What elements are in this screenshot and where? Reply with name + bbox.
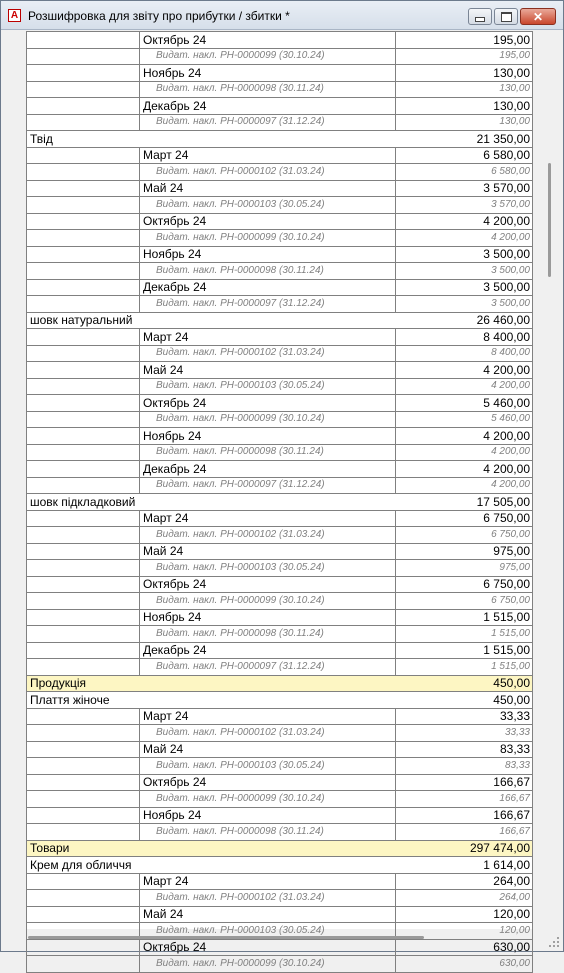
amount-cell: 83,33 xyxy=(396,741,533,758)
indent-cell xyxy=(27,395,140,412)
amount-cell: 450,00 xyxy=(396,692,533,709)
document-label: Видат. накл. РН-0000099 (30.10.24) xyxy=(140,593,396,610)
amount-cell: 6 750,00 xyxy=(396,510,533,527)
document-row[interactable] xyxy=(27,626,533,643)
amount-cell: 1 515,00 xyxy=(396,626,533,643)
close-icon: ✕ xyxy=(532,9,544,24)
item-label: Крем для обличчя xyxy=(27,857,396,874)
amount-cell: 8 400,00 xyxy=(396,329,533,346)
document-label: Видат. накл. РН-0000098 (30.11.24) xyxy=(140,626,396,643)
period-label: Декабрь 24 xyxy=(140,98,396,115)
amount-cell: 83,33 xyxy=(396,758,533,775)
indent-cell xyxy=(27,428,140,445)
document-row[interactable] xyxy=(27,758,533,775)
amount-cell: 4 200,00 xyxy=(396,230,533,247)
document-label: Видат. накл. РН-0000102 (31.03.24) xyxy=(140,725,396,742)
month-row[interactable] xyxy=(27,65,533,82)
period-label: Октябрь 24 xyxy=(140,576,396,593)
amount-cell: 195,00 xyxy=(396,48,533,65)
document-label: Видат. накл. РН-0000098 (30.11.24) xyxy=(140,824,396,841)
item-label: шовк натуральний xyxy=(27,312,396,329)
amount-cell: 3 500,00 xyxy=(396,263,533,280)
period-label: Октябрь 24 xyxy=(140,395,396,412)
document-label: Видат. накл. РН-0000099 (30.10.24) xyxy=(140,230,396,247)
period-label: Октябрь 24 xyxy=(140,939,396,956)
document-label: Видат. накл. РН-0000099 (30.10.24) xyxy=(140,48,396,65)
minimize-button[interactable] xyxy=(468,8,492,25)
document-label: Видат. накл. РН-0000103 (30.05.24) xyxy=(140,197,396,214)
indent-cell xyxy=(27,741,140,758)
resize-grip-icon[interactable] xyxy=(549,937,559,947)
month-row[interactable] xyxy=(27,642,533,659)
amount-cell: 3 500,00 xyxy=(396,246,533,263)
period-label: Май 24 xyxy=(140,180,396,197)
indent-cell xyxy=(27,114,140,131)
document-row[interactable] xyxy=(27,230,533,247)
indent-cell xyxy=(27,279,140,296)
amount-cell: 166,67 xyxy=(396,807,533,824)
document-row[interactable] xyxy=(27,114,533,131)
document-label: Видат. накл. РН-0000099 (30.10.24) xyxy=(140,956,396,973)
document-label: Видат. накл. РН-0000102 (31.03.24) xyxy=(140,890,396,907)
indent-cell xyxy=(27,576,140,593)
document-row[interactable] xyxy=(27,659,533,676)
indent-cell xyxy=(27,48,140,65)
indent-cell xyxy=(27,246,140,263)
amount-cell: 8 400,00 xyxy=(396,345,533,362)
document-row[interactable] xyxy=(27,477,533,494)
document-row[interactable] xyxy=(27,263,533,280)
document-row[interactable] xyxy=(27,164,533,181)
indent-cell xyxy=(27,411,140,428)
amount-cell: 6 580,00 xyxy=(396,164,533,181)
document-label: Видат. накл. РН-0000103 (30.05.24) xyxy=(140,758,396,775)
month-row[interactable] xyxy=(27,774,533,791)
indent-cell xyxy=(27,329,140,346)
indent-cell xyxy=(27,213,140,230)
indent-cell xyxy=(27,758,140,775)
month-row[interactable] xyxy=(27,576,533,593)
month-row[interactable] xyxy=(27,98,533,115)
amount-cell: 975,00 xyxy=(396,543,533,560)
period-label: Ноябрь 24 xyxy=(140,807,396,824)
indent-cell xyxy=(27,560,140,577)
indent-cell xyxy=(27,659,140,676)
document-label: Видат. накл. РН-0000103 (30.05.24) xyxy=(140,560,396,577)
indent-cell xyxy=(27,477,140,494)
minimize-icon xyxy=(475,17,485,22)
period-label: Октябрь 24 xyxy=(140,774,396,791)
report-table xyxy=(26,31,533,973)
document-label: Видат. накл. РН-0000099 (30.10.24) xyxy=(140,791,396,808)
indent-cell xyxy=(27,708,140,725)
title-bar[interactable] xyxy=(1,1,563,30)
amount-cell: 120,00 xyxy=(396,923,533,940)
document-row[interactable] xyxy=(27,890,533,907)
horizontal-scroll-thumb[interactable] xyxy=(28,936,424,939)
document-label: Видат. накл. РН-0000102 (31.03.24) xyxy=(140,527,396,544)
document-row[interactable] xyxy=(27,411,533,428)
item-group-row[interactable] xyxy=(27,857,533,874)
amount-cell: 450,00 xyxy=(396,675,533,692)
amount-cell: 26 460,00 xyxy=(396,312,533,329)
amount-cell: 33,33 xyxy=(396,725,533,742)
maximize-button[interactable] xyxy=(494,8,518,25)
document-row[interactable] xyxy=(27,527,533,544)
document-label: Видат. накл. РН-0000099 (30.10.24) xyxy=(140,411,396,428)
indent-cell xyxy=(27,642,140,659)
document-row[interactable] xyxy=(27,48,533,65)
month-row[interactable] xyxy=(27,213,533,230)
document-row[interactable] xyxy=(27,444,533,461)
indent-cell xyxy=(27,197,140,214)
indent-cell xyxy=(27,98,140,115)
window-title: Розшифровка для звіту про прибутки / збитки * xyxy=(28,9,290,23)
item-label: Плаття жіноче xyxy=(27,692,396,709)
amount-cell: 1 515,00 xyxy=(396,659,533,676)
month-row[interactable] xyxy=(27,279,533,296)
amount-cell: 4 200,00 xyxy=(396,477,533,494)
month-row[interactable] xyxy=(27,510,533,527)
document-row[interactable] xyxy=(27,725,533,742)
indent-cell xyxy=(27,81,140,98)
month-row[interactable] xyxy=(27,395,533,412)
indent-cell xyxy=(27,527,140,544)
indent-cell xyxy=(27,824,140,841)
period-label: Ноябрь 24 xyxy=(140,428,396,445)
month-row[interactable] xyxy=(27,609,533,626)
report-grid-viewport[interactable] xyxy=(26,31,532,969)
period-label: Март 24 xyxy=(140,708,396,725)
document-row[interactable] xyxy=(27,824,533,841)
amount-cell: 630,00 xyxy=(396,956,533,973)
month-row[interactable] xyxy=(27,741,533,758)
period-label: Декабрь 24 xyxy=(140,642,396,659)
item-label: Твід xyxy=(27,131,396,148)
indent-cell xyxy=(27,956,140,973)
indent-cell xyxy=(27,362,140,379)
period-label: Май 24 xyxy=(140,543,396,560)
indent-cell xyxy=(27,32,140,49)
amount-cell: 6 580,00 xyxy=(396,147,533,164)
document-label: Видат. накл. РН-0000103 (30.05.24) xyxy=(140,378,396,395)
category-row[interactable] xyxy=(27,840,533,857)
amount-cell: 3 500,00 xyxy=(396,279,533,296)
amount-cell: 264,00 xyxy=(396,873,533,890)
indent-cell xyxy=(27,147,140,164)
indent-cell xyxy=(27,725,140,742)
document-row[interactable] xyxy=(27,197,533,214)
month-row[interactable] xyxy=(27,543,533,560)
amount-cell: 17 505,00 xyxy=(396,494,533,511)
indent-cell xyxy=(27,378,140,395)
indent-cell xyxy=(27,461,140,478)
document-label: Видат. накл. РН-0000097 (31.12.24) xyxy=(140,114,396,131)
period-label: Март 24 xyxy=(140,147,396,164)
amount-cell: 975,00 xyxy=(396,560,533,577)
category-label: Товари xyxy=(27,840,396,857)
amount-cell: 130,00 xyxy=(396,98,533,115)
indent-cell xyxy=(27,774,140,791)
amount-cell: 166,67 xyxy=(396,774,533,791)
month-row[interactable] xyxy=(27,873,533,890)
period-label: Октябрь 24 xyxy=(140,213,396,230)
month-row[interactable] xyxy=(27,32,533,49)
indent-cell xyxy=(27,791,140,808)
indent-cell xyxy=(27,890,140,907)
amount-cell: 4 200,00 xyxy=(396,362,533,379)
document-label: Видат. накл. РН-0000103 (30.05.24) xyxy=(140,923,396,940)
document-row[interactable] xyxy=(27,81,533,98)
month-row[interactable] xyxy=(27,708,533,725)
indent-cell xyxy=(27,65,140,82)
amount-cell: 6 750,00 xyxy=(396,576,533,593)
indent-cell xyxy=(27,164,140,181)
category-label: Продукція xyxy=(27,675,396,692)
month-row[interactable] xyxy=(27,329,533,346)
amount-cell: 130,00 xyxy=(396,114,533,131)
item-group-row[interactable] xyxy=(27,494,533,511)
maximize-icon xyxy=(501,12,512,22)
document-row[interactable] xyxy=(27,345,533,362)
document-label: Видат. накл. РН-0000097 (31.12.24) xyxy=(140,477,396,494)
indent-cell xyxy=(27,510,140,527)
document-label: Видат. накл. РН-0000102 (31.03.24) xyxy=(140,164,396,181)
amount-cell: 3 570,00 xyxy=(396,180,533,197)
amount-cell: 3 500,00 xyxy=(396,296,533,313)
period-label: Март 24 xyxy=(140,329,396,346)
app-icon: A xyxy=(8,9,21,22)
document-label: Видат. накл. РН-0000102 (31.03.24) xyxy=(140,345,396,362)
indent-cell xyxy=(27,593,140,610)
amount-cell: 264,00 xyxy=(396,890,533,907)
amount-cell: 1 614,00 xyxy=(396,857,533,874)
amount-cell: 6 750,00 xyxy=(396,593,533,610)
month-row[interactable] xyxy=(27,428,533,445)
period-label: Декабрь 24 xyxy=(140,461,396,478)
amount-cell: 5 460,00 xyxy=(396,395,533,412)
amount-cell: 3 570,00 xyxy=(396,197,533,214)
amount-cell: 21 350,00 xyxy=(396,131,533,148)
indent-cell xyxy=(27,345,140,362)
month-row[interactable] xyxy=(27,147,533,164)
amount-cell: 166,67 xyxy=(396,791,533,808)
indent-cell xyxy=(27,626,140,643)
document-label: Видат. накл. РН-0000098 (30.11.24) xyxy=(140,81,396,98)
period-label: Март 24 xyxy=(140,873,396,890)
period-label: Май 24 xyxy=(140,906,396,923)
item-label: шовк підкладковий xyxy=(27,494,396,511)
indent-cell xyxy=(27,873,140,890)
amount-cell: 33,33 xyxy=(396,708,533,725)
amount-cell: 166,67 xyxy=(396,824,533,841)
indent-cell xyxy=(27,444,140,461)
month-row[interactable] xyxy=(27,461,533,478)
close-button[interactable] xyxy=(520,8,556,25)
amount-cell: 4 200,00 xyxy=(396,461,533,478)
indent-cell xyxy=(27,230,140,247)
period-label: Ноябрь 24 xyxy=(140,246,396,263)
amount-cell: 6 750,00 xyxy=(396,527,533,544)
month-row[interactable] xyxy=(27,906,533,923)
indent-cell xyxy=(27,906,140,923)
amount-cell: 4 200,00 xyxy=(396,213,533,230)
period-label: Октябрь 24 xyxy=(140,32,396,49)
category-row[interactable] xyxy=(27,675,533,692)
indent-cell xyxy=(27,807,140,824)
indent-cell xyxy=(27,543,140,560)
amount-cell: 5 460,00 xyxy=(396,411,533,428)
document-row[interactable] xyxy=(27,791,533,808)
month-row[interactable] xyxy=(27,180,533,197)
indent-cell xyxy=(27,609,140,626)
amount-cell: 130,00 xyxy=(396,65,533,82)
amount-cell: 4 200,00 xyxy=(396,444,533,461)
month-row[interactable] xyxy=(27,246,533,263)
amount-cell: 297 474,00 xyxy=(396,840,533,857)
item-group-row[interactable] xyxy=(27,692,533,709)
period-label: Ноябрь 24 xyxy=(140,65,396,82)
month-row[interactable] xyxy=(27,362,533,379)
period-label: Ноябрь 24 xyxy=(140,609,396,626)
amount-cell: 4 200,00 xyxy=(396,428,533,445)
period-label: Май 24 xyxy=(140,362,396,379)
amount-cell: 195,00 xyxy=(396,32,533,49)
amount-cell: 1 515,00 xyxy=(396,609,533,626)
amount-cell: 630,00 xyxy=(396,939,533,956)
vertical-scroll-thumb[interactable] xyxy=(548,163,551,277)
document-row[interactable] xyxy=(27,593,533,610)
horizontal-scrollbar[interactable] xyxy=(26,931,532,945)
indent-cell xyxy=(27,296,140,313)
month-row[interactable] xyxy=(27,807,533,824)
amount-cell: 4 200,00 xyxy=(396,378,533,395)
amount-cell: 1 515,00 xyxy=(396,642,533,659)
period-label: Май 24 xyxy=(140,741,396,758)
period-label: Март 24 xyxy=(140,510,396,527)
item-group-row[interactable] xyxy=(27,131,533,148)
indent-cell xyxy=(27,180,140,197)
document-row[interactable] xyxy=(27,296,533,313)
amount-cell: 130,00 xyxy=(396,81,533,98)
document-label: Видат. накл. РН-0000097 (31.12.24) xyxy=(140,296,396,313)
document-label: Видат. накл. РН-0000098 (30.11.24) xyxy=(140,444,396,461)
document-row[interactable] xyxy=(27,378,533,395)
item-group-row[interactable] xyxy=(27,312,533,329)
vertical-scrollbar[interactable] xyxy=(542,31,558,929)
period-label: Декабрь 24 xyxy=(140,279,396,296)
document-label: Видат. накл. РН-0000098 (30.11.24) xyxy=(140,263,396,280)
amount-cell: 120,00 xyxy=(396,906,533,923)
document-row[interactable] xyxy=(27,956,533,973)
document-label: Видат. накл. РН-0000097 (31.12.24) xyxy=(140,659,396,676)
indent-cell xyxy=(27,263,140,280)
document-row[interactable] xyxy=(27,560,533,577)
